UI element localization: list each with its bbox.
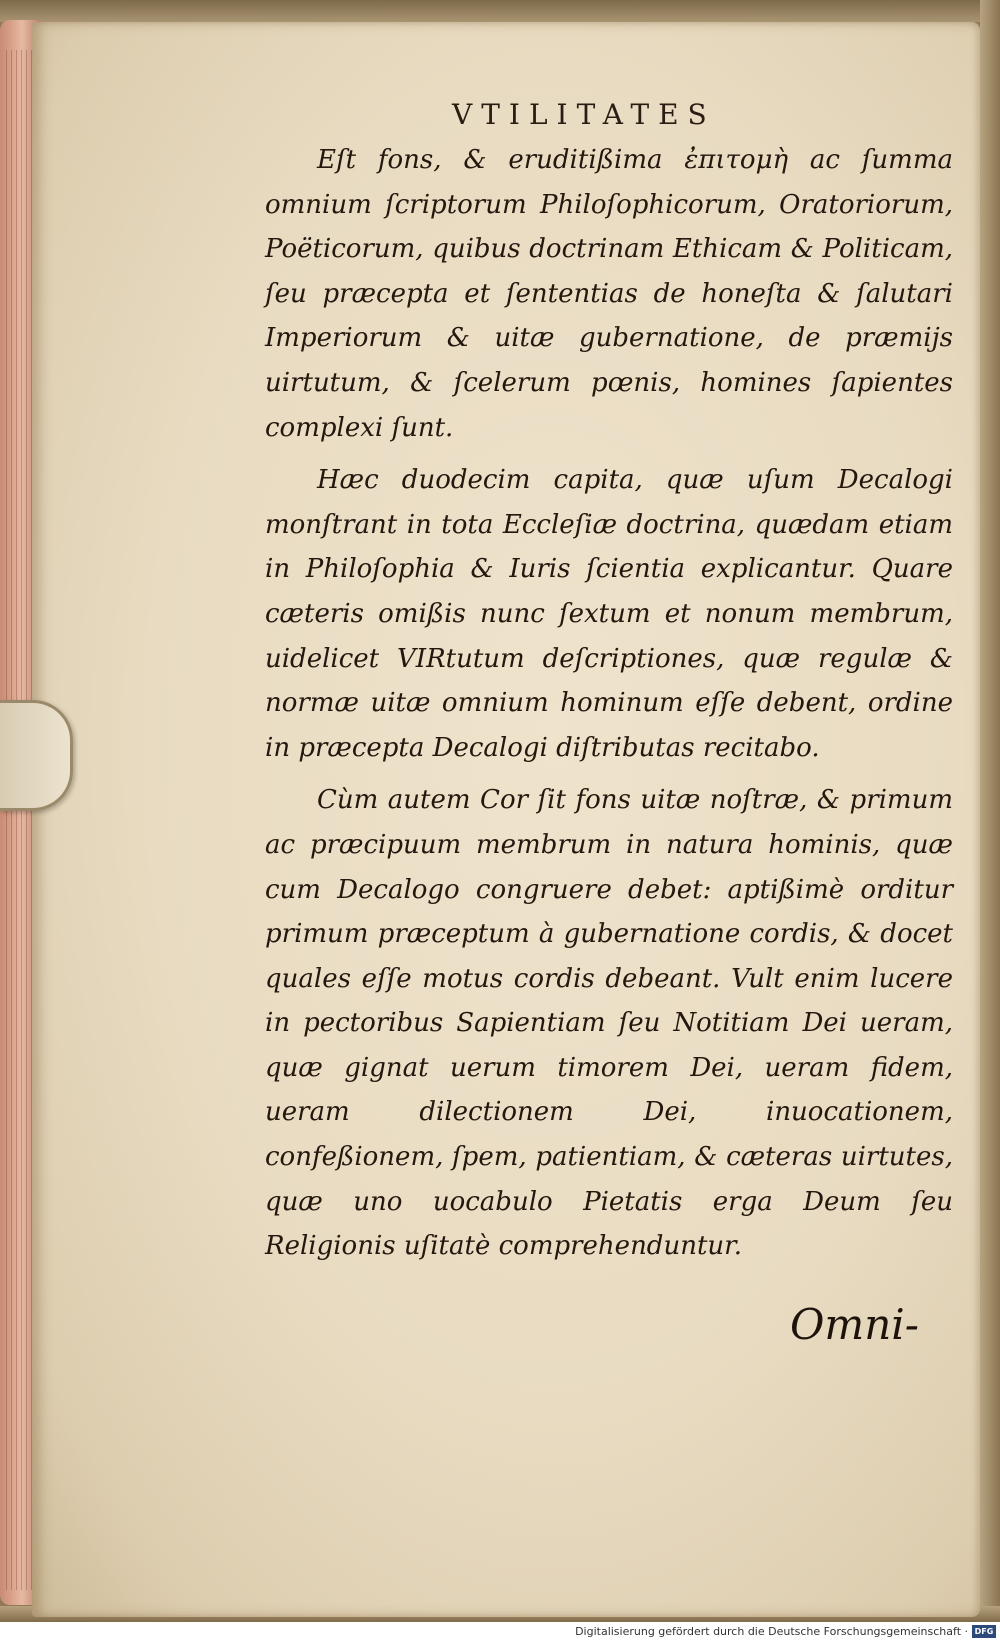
book-right-edge bbox=[980, 0, 1000, 1622]
catchword: Omni- bbox=[790, 1300, 919, 1349]
book-top-edge bbox=[0, 0, 1000, 22]
paragraph-1: Eſt fons, & eruditißima ἐπιτομὴ ac ſumma omnium ſcriptorum Philoſophicorum, Oratoriorum, Poëticorum, quibus doctrinam Ethicam & Politicam, ſeu præcepta et ſententias de honeſta & ſalutari Imperiorum & uitæ gubernatione, de præmijs uirtutum, & ſcelerum pœnis, homines ſapientes complexi ſunt. bbox=[265, 145, 953, 443]
paragraph-3: Cùm autem Cor ſit fons uitæ noſtræ, & primum ac præcipuum membrum in natura hominis, quæ cum Decalogo congruere debet: aptißimè orditur primum præceptum à gubernatione cordis, & docet quales eſſe motus cordis debeant. Vult enim lucere in pectoribus Sapientiam ſeu Notitiam Dei ueram, quæ gignat uerum timorem Dei, ueram fidem, ueram dilectionem Dei, inuocationem, confeßionem, ſpem, patientiam, & cæteras uirtutes, quæ uno uocabulo Pietatis erga Deum ſeu Religionis uſitatè comprehenduntur. bbox=[265, 785, 953, 1262]
running-head: VTILITATES bbox=[452, 98, 716, 131]
footer-bar bbox=[0, 1622, 1000, 1642]
dfg-logo: DFG bbox=[972, 1625, 996, 1638]
paragraph-2: Hæc duodecim capita, quæ uſum Decalogi monſtrant in tota Eccleſiæ doctrina, quædam etiam in Philoſophia & Iuris ſcientia explicantur. Quare cæteris omißis nunc ſextum et nonum membrum, uidelicet VIRtutum deſcriptiones, quæ regulæ & normæ uitæ omnium hominum eſſe debent, ordine in præcepta Decalogi diſtributas recitabo. bbox=[265, 465, 953, 763]
body-text bbox=[265, 138, 953, 1269]
book-clasp bbox=[0, 700, 73, 811]
paragraph-gap bbox=[265, 450, 953, 458]
paragraph-gap bbox=[265, 770, 953, 778]
footer-credit: Digitalisierung gefördert durch die Deutsche Forschungsgemeinschaft · bbox=[575, 1625, 968, 1638]
